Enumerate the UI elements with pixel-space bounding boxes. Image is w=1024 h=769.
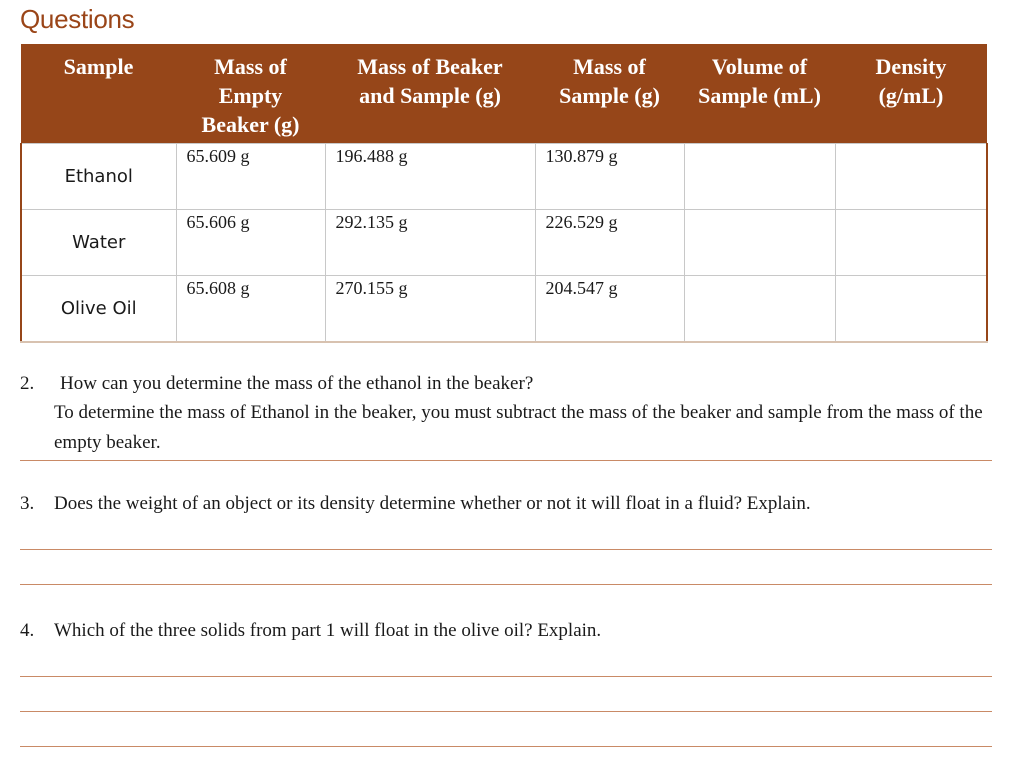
question-4 — [20, 616, 990, 646]
header-mass-empty-beaker: Mass of Empty Beaker (g) — [176, 44, 325, 144]
question-number: 4. — [20, 620, 35, 641]
answer-line[interactable] — [20, 711, 992, 712]
sample-name-cell: Ethanol — [21, 144, 176, 210]
question-number: 2. — [20, 373, 35, 394]
question-2 — [20, 369, 990, 399]
header-mass-beaker-and-sample: Mass of Beaker and Sample (g) — [325, 44, 535, 144]
page-heading: Questions — [20, 4, 135, 34]
mass-beaker-sample-cell[interactable]: 270.155 g — [325, 276, 535, 342]
answer-line[interactable] — [20, 460, 992, 461]
data-table — [20, 44, 988, 343]
mass-sample-cell[interactable]: 204.547 g — [535, 276, 684, 342]
table-row — [21, 144, 987, 210]
sample-name-cell: Olive Oil — [21, 276, 176, 342]
density-cell[interactable] — [835, 210, 987, 276]
question-3 — [20, 489, 990, 519]
sample-name-cell: Water — [21, 210, 176, 276]
mass-beaker-sample-cell[interactable]: 196.488 g — [325, 144, 535, 210]
mass-sample-cell[interactable]: 226.529 g — [535, 210, 684, 276]
header-volume-of-sample: Volume of Sample (mL) — [684, 44, 835, 144]
header-mass-of-sample: Mass of Sample (g) — [535, 44, 684, 144]
header-density: Density (g/mL) — [835, 44, 987, 144]
mass-beaker-sample-cell[interactable]: 292.135 g — [325, 210, 535, 276]
volume-cell[interactable] — [684, 276, 835, 342]
answer-line[interactable] — [20, 676, 992, 677]
question-text: Does the weight of an object or its density determine whether or not it will float in a fluid? Explain. — [54, 493, 811, 514]
volume-cell[interactable] — [684, 210, 835, 276]
density-cell[interactable] — [835, 144, 987, 210]
answer-line[interactable] — [20, 746, 992, 747]
mass-empty-cell[interactable]: 65.608 g — [176, 276, 325, 342]
answer-line[interactable] — [20, 584, 992, 585]
volume-cell[interactable] — [684, 144, 835, 210]
table-header-row — [21, 44, 987, 144]
mass-empty-cell[interactable]: 65.609 g — [176, 144, 325, 210]
mass-empty-cell[interactable]: 65.606 g — [176, 210, 325, 276]
table-row — [21, 210, 987, 276]
question-text: How can you determine the mass of the ethanol in the beaker? — [60, 373, 534, 394]
table-row — [21, 276, 987, 342]
question-text: Which of the three solids from part 1 will float in the olive oil? Explain. — [54, 620, 602, 641]
answer-2-text[interactable]: To determine the mass of Ethanol in the beaker, you must subtract the mass of the beaker and sample from the mass of the empty beaker. — [54, 402, 983, 453]
mass-sample-cell[interactable]: 130.879 g — [535, 144, 684, 210]
density-cell[interactable] — [835, 276, 987, 342]
answer-line[interactable] — [20, 549, 992, 550]
question-number: 3. — [20, 493, 35, 514]
header-sample: Sample — [21, 44, 176, 144]
